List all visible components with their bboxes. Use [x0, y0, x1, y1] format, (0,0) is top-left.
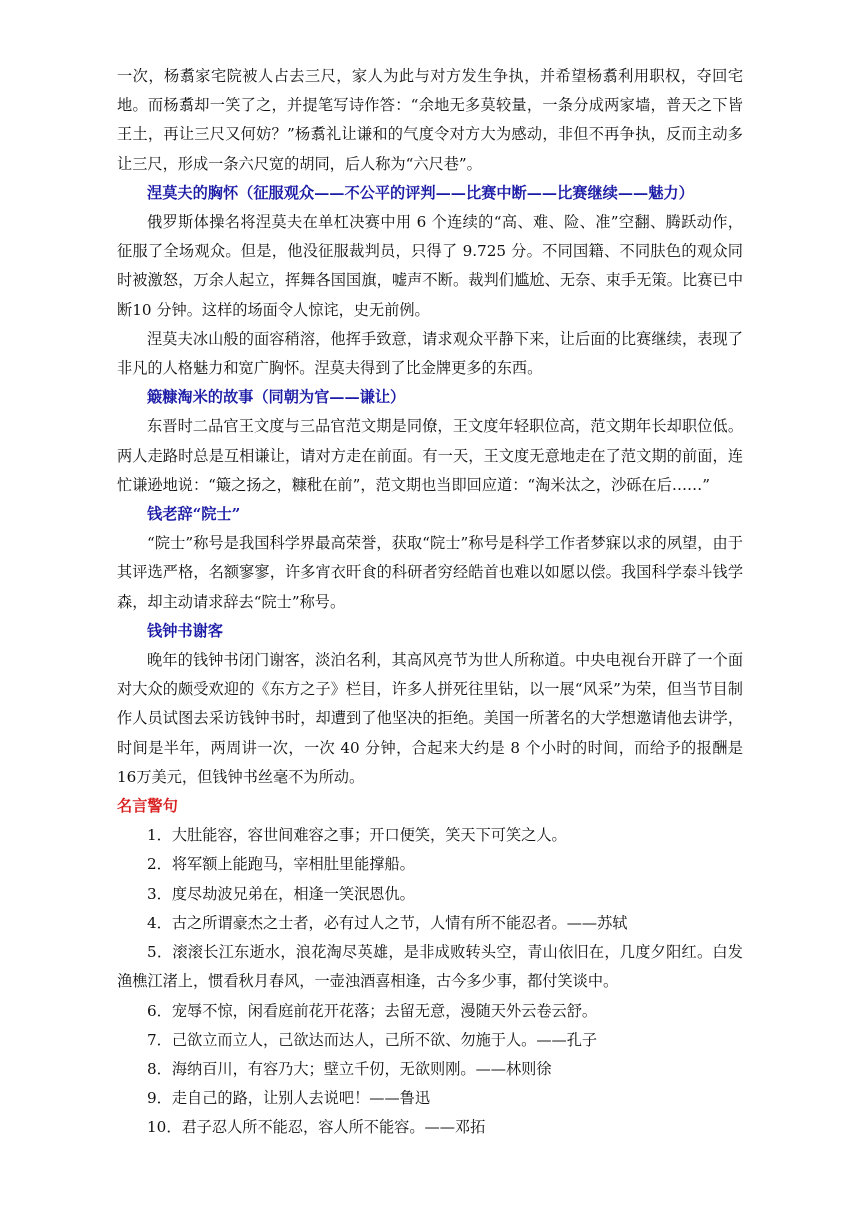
heading-bokang-taomi: 簸糠淘米的故事（同朝为官——谦让）	[147, 388, 406, 407]
paragraph-bokang-taomi: 东晋时二品官王文度与三品官范文期是同僚，王文度年轻职位高，范文期年长却职位低。两人走路时总是互相谦让，请对方走在前面。有一天，王文度无意地走在了范文期的前面，连忙谦逊地说：“簸之扬之，糠秕在前”，范文期也当即回应道：“淘米汰之，沙砾在后……”	[117, 417, 743, 494]
heading-qian-xuesen: 钱老辞“院士”	[147, 505, 241, 524]
paragraph-yangzhu-story: 一次，杨翥家宅院被人占去三尺，家人为此与对方发生争执，并希望杨翥利用职权，夺回宅地。而杨翥却一笑了之，并提笔写诗作答：“余地无多莫较量，一条分成两家墙，普天之下皆王土，再让三尺又何妨？”杨翥礼让谦和的气度令对方大为感动，非但不再争执，反而主动多让三尺，形成一条六尺宽的胡同，后人称为“六尺巷”。	[117, 67, 743, 173]
quote-item: 8．海纳百川，有容乃大；壁立千仞，无欲则刚。——林则徐	[147, 1059, 552, 1078]
paragraph-nemov-1: 俄罗斯体操名将涅莫夫在单杠决赛中用 6 个连续的“高、难、险、准”空翻、腾跃动作，征服了全场观众。但是，他没征服裁判员，只得了 9.725 分。不同国籍、不同肤色的观众同时被激怒，万余人起立，挥舞各国国旗，嘘声不断。裁判们尴尬、无奈、束手无策。比赛已中断10 分钟。这样的场面令人惊诧，史无前例。	[117, 213, 743, 319]
paragraph-qian-xuesen: “院士”称号是我国科学界最高荣誉，获取“院士”称号是科学工作者梦寐以求的夙望，由于其评选严格，名额寥寥，许多宵衣旰食的科研者穷经皓首也难以如愿以偿。我国科学泰斗钱学森，却主动请求辞去“院士”称号。	[117, 534, 743, 611]
quote-item: 3．度尽劫波兄弟在，相逢一笑泯恩仇。	[147, 884, 415, 903]
quote-item: 7．己欲立而立人，己欲达而达人，己所不欲、勿施于人。——孔子	[147, 1030, 598, 1049]
quote-item: 10．君子忍人所不能忍，容人所不能容。——邓拓	[147, 1118, 486, 1137]
document-page	[117, 62, 743, 1143]
quote-item: 2．将军额上能跑马，宰相肚里能撑船。	[147, 855, 415, 874]
heading-nemov: 涅莫夫的胸怀（征服观众——不公平的评判——比赛中断——比赛继续——魅力）	[147, 183, 694, 202]
section-title-quotes: 名言警句	[117, 797, 178, 816]
quote-item: 9．走自己的路，让别人去说吧！——鲁迅	[147, 1089, 431, 1108]
heading-qian-zhongshu: 钱钟书谢客	[147, 621, 223, 640]
paragraph-qian-zhongshu: 晚年的钱钟书闭门谢客，淡泊名利，其高风亮节为世人所称道。中央电视台开辟了一个面对大众的颇受欢迎的《东方之子》栏目，许多人拼死往里钻，以一展“风采”为荣，但当节目制作人员试图去采访钱钟书时，却遭到了他坚决的拒绝。美国一所著名的大学想邀请他去讲学，时间是半年，两周讲一次，一次 40 分钟，合起来大约是 8 个小时的时间，而给予的报酬是 16万美元，但钱钟书丝毫不为所动。	[117, 651, 743, 786]
paragraph-nemov-2: 涅莫夫冰山般的面容稍溶，他挥手致意，请求观众平静下来，让后面的比赛继续，表现了非凡的人格魅力和宽广胸怀。涅莫夫得到了比金牌更多的东西。	[117, 329, 743, 378]
quote-item: 4．古之所谓豪杰之士者，必有过人之节，人情有所不能忍者。——苏轼	[147, 913, 628, 932]
quote-item: 5．滚滚长江东逝水，浪花淘尽英雄，是非成败转头空，青山依旧在，几度夕阳红。白发渔樵江渚上，惯看秋月春风，一壶浊酒喜相逢，古今多少事，都付笑谈中。	[117, 943, 743, 991]
quote-item: 1．大肚能容，容世间难容之事；开口便笑，笑天下可笑之人。	[147, 826, 567, 845]
quote-item: 6．宠辱不惊，闲看庭前花开花落；去留无意，漫随天外云卷云舒。	[147, 1001, 598, 1020]
